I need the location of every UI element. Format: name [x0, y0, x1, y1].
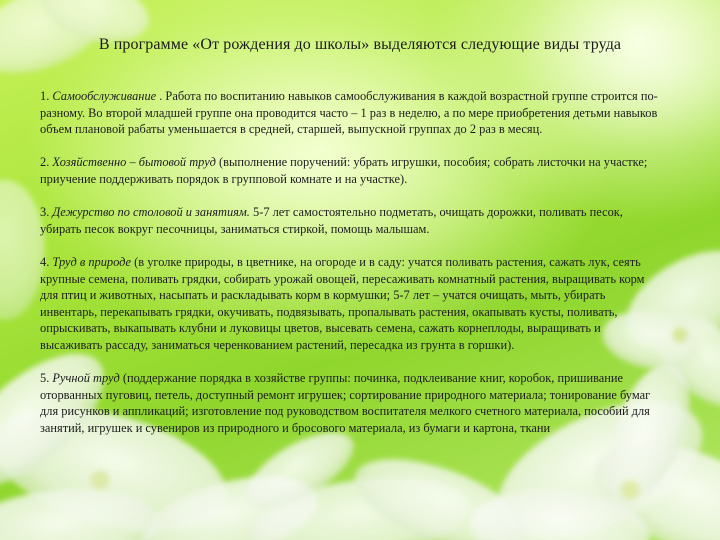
- list-item-household-labor: [40, 154, 658, 187]
- list-item-self-service: [40, 88, 658, 138]
- item-text: (в уголке природы, в цветнике, на огороде и в саду: учатся поливать растения, сажать лук, сеять крупные семена, поливать грядки, собирать урожай овощей, пересаживать комнатный растения, выращивать корм для птиц и животных, насыпать и раскладывать корм в кормушки; 5-7 лет – учатся очищать, мыть, убирать инвентарь, перекапывать грядки, окучивать, подвязывать, пропалывать растения, окапывать кусты, поливать, опрыскивать, выкапывать клубни и луковицы цветов, высевать семена, сажать корнеплоды, выращивать и высаживать рассаду, заниматься черенкованием растений, пересадка из грунта в горшки).: [40, 254, 645, 352]
- list-item-nature-labor: [40, 254, 658, 354]
- item-name: Самообслуживание: [52, 89, 157, 103]
- item-number: 5.: [40, 371, 50, 386]
- item-number: 1.: [40, 89, 50, 103]
- item-text: 5-7 лет самостоятельно подметать, очищать дорожки, поливать песок, убирать песок вокруг песочницы, заниматься стиркой, помощь малышам.: [40, 205, 623, 236]
- item-name: Хозяйственно – бытовой труд: [52, 155, 216, 170]
- item-number: 3.: [40, 205, 50, 220]
- item-name: Дежурство по столовой и занятиям.: [52, 205, 250, 220]
- item-text: (поддержание порядка в хозяйстве группы: починка, подклеивание книг, коробок, пришивание оторванных пуговиц, петель, доступный ремонт игрушек; сортирование природного материала; тонирование бумаг для рисунков и аппликаций; изготовление под руководством воспитателя мелкого счетного материала, пособий для занятий, игрушек и сувениров из природного и бросового материала, из бумаги и картона, ткани: [40, 371, 651, 435]
- slide-title: В программе «От рождения до школы» выделяются следующие виды труда: [98, 36, 622, 53]
- item-text: (выполнение поручений: убрать игрушки, пособия; собрать листочки на участке; приучение поддерживать порядок в групповой комнате и на участке).: [40, 155, 648, 186]
- list-item-duty: [40, 204, 658, 237]
- item-number: 4.: [40, 254, 50, 269]
- item-name: Труд в природе: [52, 254, 132, 269]
- list-item-manual-labor: [40, 370, 658, 436]
- labor-types-list: [40, 88, 658, 453]
- item-name: Ручной труд: [52, 371, 120, 386]
- item-text: . Работа по воспитанию навыков самообслуживания в каждой возрастной группе строится по-разному. Во второй младшей группе она проводится часто – 1 раз в неделю, а по мере приобретения детьми навыков объем плановой рабаты уменьшается в средней, старшей, выпускной группах до 2 раз в месяц.: [40, 89, 658, 137]
- item-number: 2.: [40, 155, 50, 170]
